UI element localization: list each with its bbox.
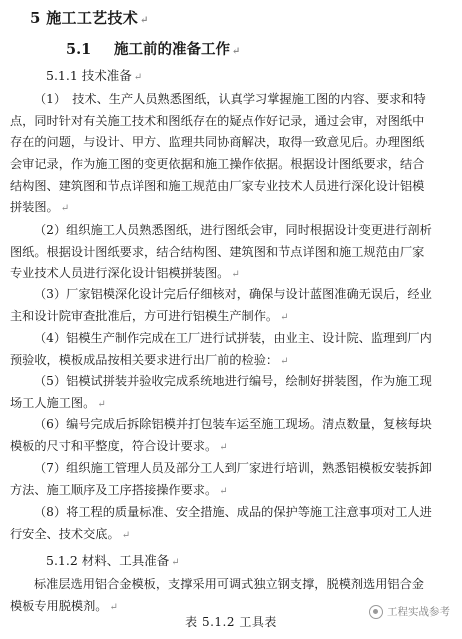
paragraph-line: 标准层选用铝合金模板，支撑采用可调式独立钢支撑，脱模剂选用铝合金 xyxy=(34,577,424,591)
paragraph-line: 主和设计院审查批准后，方可进行铝模生产制作。 ↵ xyxy=(10,308,289,323)
heading2-number: 5.1 xyxy=(66,41,92,58)
paragraph-line: 点，同时针对有关施工技术和图纸存在的疑点作好记录，通过会审，对图纸中 xyxy=(10,113,425,128)
paragraph-line: 模板专用脱模剂。 ↵ xyxy=(10,598,118,613)
heading2-title: 施工前的准备工作 xyxy=(114,41,230,58)
paragraph-line: 结构图、建筑图和节点详图和施工规范由厂家专业技术人员进行深化设计铝模 xyxy=(10,178,425,193)
paragraph-line: 图纸。根据设计图纸要求，结合结构图、建筑图和节点详图和施工规范由厂家 xyxy=(10,244,425,259)
paragraph-line: （1） 技术、生产人员熟悉图纸，认真学习掌握施工图的内容、要求和特 xyxy=(34,92,426,106)
paragraph xyxy=(10,284,450,327)
paragraph xyxy=(10,328,450,371)
paragraph-line: （3）厂家铝模深化设计完后仔细核对，确保与设计蓝图准确无误后，经业 xyxy=(34,287,432,301)
paragraph xyxy=(10,414,450,457)
heading-level1: 5 施工工艺技术 ↵ xyxy=(30,9,149,27)
paragraph-line: 行安全、技术交底。 ↵ xyxy=(10,526,131,541)
heading-level2: 5.1 施工前的准备工作 ↵ xyxy=(66,41,241,58)
paragraph xyxy=(10,502,450,545)
paragraph-line: 专业技术人员进行深化设计铝模拼装图。 ↵ xyxy=(10,266,240,281)
paragraph-line: （6）编号完成后拆除铝模并打包装车运至施工现场。清点数量，复核每块 xyxy=(34,417,432,431)
paragraph-line: 场工人施工图。 ↵ xyxy=(10,395,106,410)
heading-level3-materials: 5.1.2 材料、工具准备 ↵ xyxy=(46,553,180,568)
paragraph-line: 预验收，模板成品按相关要求进行出厂前的检验： ↵ xyxy=(10,352,289,367)
paragraph xyxy=(10,458,450,501)
paragraph-line: （5）铝模试拼装并验收完成系统地进行编号，绘制好拼装图，作为施工现 xyxy=(34,374,432,388)
paragraph xyxy=(10,371,450,414)
paragraph-line: （4）铝模生产制作完成在工厂进行试拼装，由业主、设计院、监理到厂内 xyxy=(34,331,432,345)
wechat-logo-icon xyxy=(369,605,383,619)
watermark xyxy=(369,604,450,619)
paragraph-line: 方法、施工顺序及工序搭接操作要求。 ↵ xyxy=(10,482,228,497)
table-caption: 表 5.1.2 工具表 xyxy=(185,615,277,629)
paragraph xyxy=(10,89,450,219)
heading-level3-technical: 5.1.1 技术准备 ↵ xyxy=(46,68,143,83)
paragraph-line: （7）组织施工管理人员及部分工人到厂家进行培训，熟悉铝模板安装拆卸 xyxy=(34,461,432,475)
paragraph-line: 模板的尺寸和平整度，符合设计要求。 ↵ xyxy=(10,438,228,453)
paragraph-line: （2）组织施工人员熟悉图纸，进行图纸会审，同时根据设计变更进行剖析 xyxy=(34,223,432,237)
paragraph-line: 存在的问题，与设计、甲方、监理共同协商解决，取得一致意见后。办理图纸 xyxy=(10,135,425,150)
paragraph xyxy=(10,220,450,285)
paragraph-line: （8）将工程的质量标准、安全措施、成品的保护等施工注意事项对工人进 xyxy=(34,505,432,519)
paragraph-line: 拼装图。 ↵ xyxy=(10,200,70,215)
watermark-text: 工程实战参考 xyxy=(387,606,450,618)
paragraph-line: 会审记录，作为施工图的变更依据和施工操作依据。根据设计图纸要求，结合 xyxy=(10,157,425,172)
